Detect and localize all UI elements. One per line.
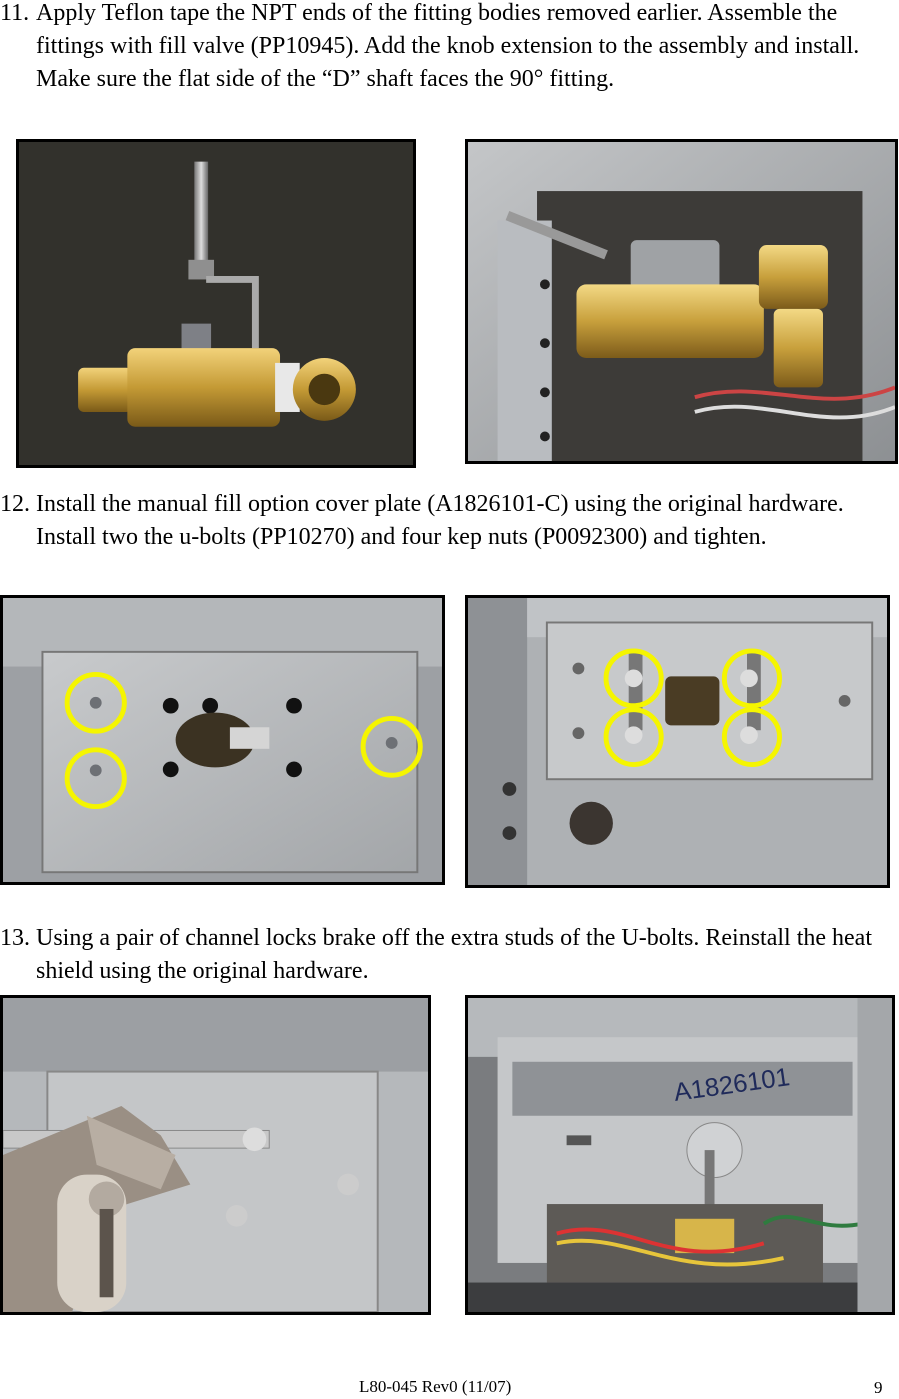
- step-text: Apply Teflon tape the NPT ends of the fitting bodies removed earlier. Assemble the fittings with fill valve (PP10945). Add the knob extension to the assembly and install. Make sure the flat side of the “D” shaft faces the 90° fitting.: [36, 0, 860, 92]
- step-text: Install the manual fill option cover plate (A1826101-C) using the original hardware. Install two the u-bolts (PP10270) and four kep nuts (P0092300) and tighten.: [36, 491, 844, 550]
- photo-valve-assembly: [16, 139, 416, 468]
- step-number: 13.: [0, 925, 30, 951]
- photo-heat-shield: [465, 995, 895, 1315]
- plate-marking: A1826101: [672, 1063, 792, 1107]
- step-number: 12.: [0, 491, 30, 517]
- photo-valve-installed: [465, 139, 898, 464]
- photo-cover-plate: [0, 595, 445, 885]
- step-text: Using a pair of channel locks brake off the extra studs of the U-bolts. Reinstall the heat shield using the original hardware.: [36, 925, 872, 984]
- step-number: 11.: [0, 0, 30, 26]
- document-id: L80-045 Rev0 (11/07): [359, 1377, 512, 1396]
- photo-channel-locks: [0, 995, 431, 1315]
- photo-u-bolts: [465, 595, 890, 888]
- page-number: 9: [874, 1378, 883, 1397]
